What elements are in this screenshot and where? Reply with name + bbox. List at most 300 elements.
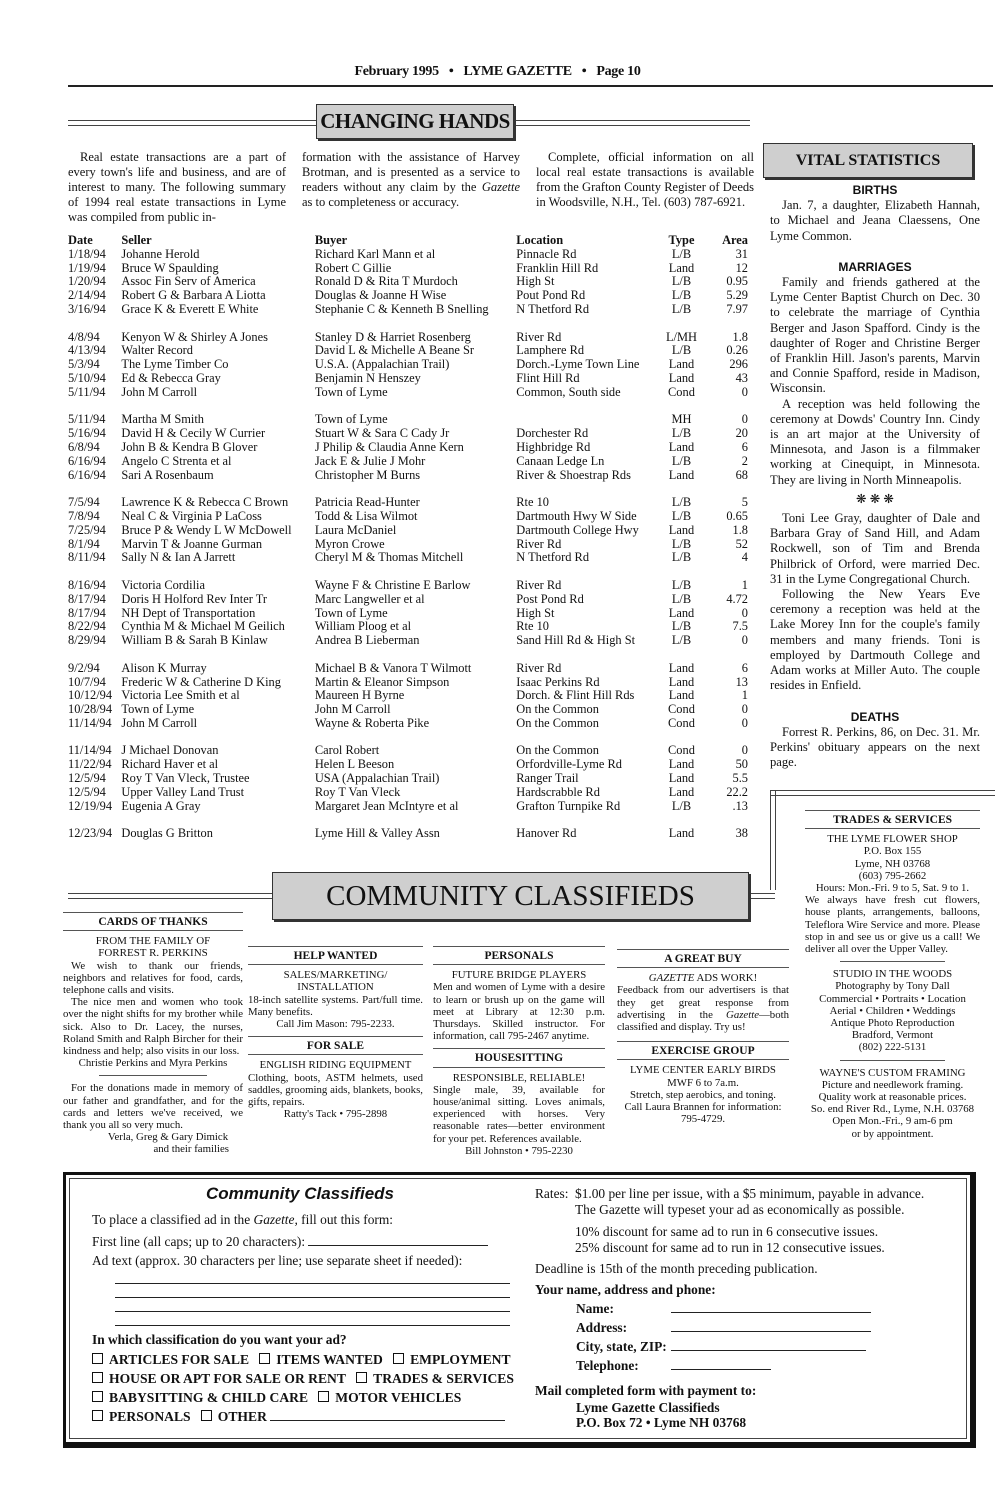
cell-area: 0	[741, 605, 748, 620]
cell-area: 1	[741, 688, 748, 703]
cell-location: Dartmouth Hwy W Side	[516, 508, 637, 523]
trades-frame-top	[770, 790, 995, 796]
section-heading: HOUSESITTING	[433, 1048, 605, 1067]
header-rule	[68, 85, 993, 87]
cell-type: Land	[668, 260, 695, 275]
table-row	[68, 524, 748, 538]
cell-seller: Upper Valley Land Trust	[121, 784, 245, 799]
ad-text-input[interactable]	[115, 1298, 510, 1312]
cards-from-name: FORREST R. PERKINS	[98, 947, 208, 960]
group-spacer	[68, 731, 748, 745]
marriage-text: Following the New Years Eve ceremony a reception was held at the Lake Morey Inn for the couple's family members and many friends. Toni is employed by Dartmouth College and Adam works at Miller Auto. The couple resides in Enfield.	[770, 587, 980, 693]
cell-area: 20	[735, 426, 748, 441]
telephone-input[interactable]	[671, 1369, 771, 1370]
marriage-text: A reception was held following the ceremony at Dowds' Country Inn. Cindy is an art major at the University of Minnesota, and Jason is a filmmaker working at Cinequipt, in Minnesota. They are living in North Minneapolis.	[770, 396, 980, 487]
checkbox-icon	[201, 1410, 212, 1421]
form-left	[92, 1210, 522, 1326]
cell-type: Land	[668, 370, 695, 385]
table-row	[68, 455, 748, 469]
cell-seller: Johanne Herold	[121, 246, 200, 261]
address-label: Address:	[576, 1320, 628, 1335]
cell-area: 5.5	[732, 771, 748, 786]
cell-area: 38	[735, 826, 748, 841]
ad-title: FUTURE BRIDGE PLAYERS	[451, 969, 587, 982]
group-spacer	[68, 482, 748, 496]
option-label: PERSONALS	[109, 1409, 191, 1424]
table-row	[68, 758, 748, 772]
cell-area: 22.2	[726, 784, 748, 799]
cell-type: L/B	[671, 550, 692, 565]
option-label: MOTOR VEHICLES	[335, 1390, 462, 1405]
cell-type: Land	[668, 439, 695, 454]
table-row	[68, 358, 748, 372]
cell-location: River Rd	[516, 577, 562, 592]
cell-location: High St	[516, 605, 555, 620]
checkbox-items-wanted[interactable]	[259, 1352, 383, 1367]
cell-type: L/B	[671, 274, 692, 289]
cell-type: L/MH	[665, 329, 697, 344]
cell-type: L/B	[671, 633, 692, 648]
cell-date: 1/19/94	[68, 260, 106, 275]
cell-location: Highbridge Rd	[516, 439, 591, 454]
table-row	[68, 593, 748, 607]
cell-location: N Thetford Rd	[516, 301, 590, 316]
cell-date: 8/22/94	[68, 619, 106, 634]
cell-location: Pout Pond Rd	[516, 288, 586, 303]
cards-signature: Christie Perkins and Myra Perkins	[78, 1057, 228, 1070]
table-row	[68, 386, 748, 400]
cell-area: 1	[741, 577, 748, 592]
cell-location: High St	[516, 274, 555, 289]
cell-buyer: Ronald D & Rita T Murdoch	[314, 274, 458, 289]
paper-name: LYME GAZETTE	[463, 64, 572, 79]
ad-text: Single male, 39, available for house/animal sitting. Loves animals, experienced with horses. Very reasonable rates—better environment for your pet. References available.	[433, 1083, 605, 1145]
cell-area: 0	[741, 715, 748, 730]
address-input[interactable]	[671, 1331, 871, 1332]
cell-buyer: USA (Appalachian Trail)	[314, 771, 440, 786]
cell-buyer: John M Carroll	[314, 702, 391, 717]
cell-buyer: Maureen H Byrne	[314, 688, 405, 703]
studio-line: Aerial • Children • Weddings	[829, 1004, 956, 1017]
cell-location: Rte 10	[516, 495, 549, 510]
births-heading: BIRTHS	[852, 183, 898, 197]
gazette-italic: Gazette	[726, 1008, 759, 1021]
table-row	[68, 275, 748, 289]
cell-buyer: Benjamin N Henszey	[314, 370, 421, 385]
cell-area: .13	[732, 798, 748, 813]
checkbox-icon	[259, 1353, 270, 1364]
framing-line: Quality work at reasonable prices.	[818, 1091, 967, 1104]
checkbox-house-or-apt[interactable]	[92, 1371, 346, 1386]
cell-seller: Martha M Smith	[121, 412, 204, 427]
table-row	[68, 579, 748, 593]
cell-seller: Kenyon W & Shirley A Jones	[121, 329, 268, 344]
cell-area: 0	[741, 412, 748, 427]
cell-buyer: Christopher M Burns	[314, 467, 421, 482]
mail-line: P.O. Box 72 • Lyme NH 03768	[576, 1415, 747, 1430]
option-label: ITEMS WANTED	[276, 1352, 383, 1367]
flower-shop-line: Hours: Mon.-Fri. 9 to 5, Sat. 9 to 1.	[815, 882, 970, 895]
cell-buyer: Cheryl M & Thomas Mitchell	[314, 550, 464, 565]
cell-location: Canaan Ledge Ln	[516, 453, 605, 468]
ad-contact: Call Jim Mason: 795-2233.	[276, 1018, 395, 1031]
cell-area: 12	[735, 260, 748, 275]
cell-date: 6/8/94	[68, 439, 100, 454]
city-label: City, state, ZIP:	[576, 1339, 667, 1354]
marriage-text: Family and friends gathered at the Lyme Center Baptist Church on Dec. 30 to celebrate the marriage of Cynthia Berger and Jason Spafford. Cindy is the daughter of Roger and Christine Berger of Franklin Hill. Jason's parents, Marvin and Connie Spafford, reside in Madison, Wisconsin.	[770, 275, 980, 396]
table-row	[68, 744, 748, 758]
cell-buyer: Todd & Lisa Wilmot	[314, 508, 418, 523]
col-location: Location	[516, 233, 564, 247]
intro-col-1	[68, 150, 286, 225]
cell-date: 12/23/94	[68, 826, 113, 841]
cell-type: L/B	[671, 591, 692, 606]
cell-location: River Rd	[516, 329, 562, 344]
cell-type: Land	[668, 688, 695, 703]
section-heading: A GREAT BUY	[617, 949, 789, 968]
cell-seller: Angelo C Strenta et al	[121, 453, 232, 468]
contact-block	[535, 1280, 965, 1430]
cell-type: Land	[668, 771, 695, 786]
cell-area: 7.97	[726, 301, 748, 316]
mail-label: Mail completed form with payment to:	[535, 1383, 757, 1398]
cell-seller: David H & Cecily W Currier	[121, 426, 266, 441]
intro-text: Complete, official information on all local real estate transactions is available from the Grafton County Register of Deeds in Woodsville, N.H., Tel. (603) 787-6921.	[536, 150, 754, 209]
ad-text: 18-inch satellite systems. Part/full time. Many benefits.	[248, 993, 423, 1018]
cell-area: 5	[741, 495, 748, 510]
gazette-italic: Gazette	[481, 180, 520, 194]
checkbox-icon	[318, 1391, 329, 1402]
gazette-italic: Gazette,	[253, 1212, 298, 1227]
name-input[interactable]	[671, 1312, 871, 1313]
group-spacer	[68, 565, 748, 579]
cell-buyer: Wayne & Roberta Pike	[314, 715, 430, 730]
intro-col-3	[536, 150, 754, 210]
ad-text-part: —both classified and display. Try us!	[617, 1008, 789, 1034]
table-row	[68, 248, 748, 262]
group-spacer	[68, 400, 748, 414]
first-line-input[interactable]	[308, 1245, 488, 1246]
cell-seller: John M Carroll	[121, 384, 198, 399]
transactions-table	[68, 234, 748, 841]
ad-text-input[interactable]	[115, 1270, 510, 1284]
cell-buyer: Marc Langweller et al	[314, 591, 425, 606]
cell-buyer: Carol Robert	[314, 743, 380, 758]
cell-location: Orfordville-Lyme Rd	[516, 757, 622, 772]
city-input[interactable]	[671, 1350, 866, 1351]
table-row	[68, 413, 748, 427]
cell-type: Land	[668, 357, 695, 372]
cell-buyer: Michael B & Vanora T Wilmott	[314, 660, 472, 675]
cell-date: 12/5/94	[68, 784, 106, 799]
cell-buyer: Lyme Hill & Valley Assn	[314, 826, 440, 841]
cell-area: 5.29	[726, 288, 748, 303]
ad-text	[617, 984, 789, 1033]
cell-date: 11/14/94	[68, 715, 112, 730]
checkbox-personals[interactable]	[92, 1409, 191, 1424]
name-label: Name:	[576, 1301, 614, 1316]
checkbox-articles-for-sale[interactable]	[92, 1352, 249, 1367]
classification-section	[92, 1330, 522, 1426]
checkbox-icon	[92, 1372, 103, 1383]
bullet: •	[581, 64, 587, 79]
ad-title: ENGLISH RIDING EQUIPMENT	[259, 1059, 412, 1072]
cell-seller: Alison K Murray	[121, 660, 207, 675]
issue-date: February 1995	[354, 64, 439, 79]
form-title: Community Classifieds	[206, 1184, 394, 1203]
page-number: Page 10	[596, 64, 641, 79]
cell-area: 0.26	[726, 343, 748, 358]
cell-seller: Lawrence K & Rebecca C Brown	[121, 495, 289, 510]
cell-date: 6/16/94	[68, 467, 106, 482]
ad-title: SALES/MARKETING/	[283, 969, 388, 982]
ad-text: Stretch, step aerobics, and toning.	[629, 1088, 777, 1101]
deaths-text: Forrest R. Perkins, 86, on Dec. 31. Mr. Perkins' obituary appears on the next page.	[770, 724, 980, 770]
cell-location: Rte 10	[516, 619, 549, 634]
vital-statistics-title: VITAL STATISTICS	[763, 143, 973, 178]
cell-area: 1.8	[732, 329, 748, 344]
community-classifieds-title: COMMUNITY CLASSIFIEDS	[272, 872, 749, 920]
cell-location	[516, 413, 657, 427]
spacer-cell	[68, 317, 748, 331]
cell-location: Common, South side	[516, 384, 621, 399]
table-row	[68, 331, 748, 345]
ad-title: INSTALLATION	[297, 981, 374, 994]
divider	[840, 961, 945, 962]
ad-text-lines	[115, 1270, 522, 1326]
checkbox-babysitting[interactable]	[92, 1390, 308, 1405]
ad-title: RESPONSIBLE, RELIABLE!	[452, 1071, 586, 1084]
cell-location: Lamphere Rd	[516, 343, 585, 358]
deadline: Deadline is 15th of the month preceding publication.	[535, 1261, 818, 1276]
cell-location: Post Pond Rd	[516, 591, 584, 606]
checkbox-employment[interactable]	[393, 1352, 510, 1367]
rates-label: Rates:	[535, 1186, 569, 1201]
ad-text-label: Ad text (approx. 30 characters per line; use separate sheet if needed):	[92, 1253, 463, 1268]
cell-seller: Assoc Fin Serv of America	[121, 274, 256, 289]
cell-date: 1/20/94	[68, 274, 106, 289]
option-label: EMPLOYMENT	[410, 1352, 511, 1367]
framing-ad	[805, 1067, 980, 1140]
checkbox-motor-vehicles[interactable]	[318, 1390, 461, 1405]
classification-row	[92, 1388, 522, 1407]
cell-date: 12/5/94	[68, 771, 106, 786]
banner-rule-right	[750, 893, 775, 899]
framing-line: Open Mon.-Fri., 9 am-6 pm	[832, 1115, 953, 1128]
cell-type: L/B	[671, 453, 692, 468]
ad-text-part: Feedback from our advertisers is that they get great response from advertising in the	[617, 984, 789, 1021]
framing-line: WAYNE'S CUSTOM FRAMING	[819, 1066, 966, 1079]
cell-buyer: Town of Lyme	[314, 605, 388, 620]
cell-location: Isaac Perkins Rd	[516, 674, 600, 689]
ad-contact: Bill Johnston • 795-2230	[465, 1144, 573, 1157]
trades-services	[805, 806, 980, 1140]
cell-buyer: U.S.A. (Appalachian Trail)	[314, 357, 450, 372]
cell-area: 31	[735, 246, 748, 261]
checkbox-other[interactable]	[201, 1409, 267, 1424]
discount-line: 10% discount for same ad to run in 6 consecutive issues.	[575, 1224, 879, 1239]
checkbox-icon	[92, 1410, 103, 1421]
table-row	[68, 372, 748, 386]
classification-row	[92, 1350, 522, 1369]
table-header-row	[68, 234, 748, 248]
first-line-row	[92, 1232, 522, 1251]
cell-type: Land	[668, 674, 695, 689]
flower-shop-line: Lyme, NH 03768	[854, 857, 931, 870]
cell-date: 5/3/94	[68, 357, 100, 372]
cell-buyer: Richard Karl Mann et al	[314, 246, 436, 261]
cell-seller: Richard Haver et al	[121, 757, 219, 772]
cell-seller: Victoria Lee Smith et al	[121, 688, 240, 703]
table-row	[68, 827, 748, 841]
cell-seller: Robert G & Barbara A Liotta	[121, 288, 266, 303]
section-heading: FOR SALE	[248, 1036, 423, 1055]
table-row	[68, 344, 748, 358]
page-header	[0, 64, 995, 80]
cell-seller: Frederic W & Catherine D King	[121, 674, 281, 689]
other-input[interactable]	[270, 1420, 505, 1421]
checkbox-icon	[92, 1391, 103, 1402]
studio-line: Bradford, Vermont	[851, 1029, 934, 1042]
table-row	[68, 607, 748, 621]
cell-seller: J Michael Donovan	[121, 743, 219, 758]
cell-type: L/B	[671, 343, 692, 358]
cell-date: 7/5/94	[68, 495, 100, 510]
bullet: •	[448, 64, 454, 79]
table-row	[68, 662, 748, 676]
cell-location: Hardscrabble Rd	[516, 784, 600, 799]
discount-line: 25% discount for same ad to run in 12 consecutive issues.	[575, 1240, 885, 1255]
cell-buyer: Martin & Eleanor Simpson	[314, 674, 450, 689]
cell-location: Dorch.-Lyme Town Line	[516, 357, 640, 372]
cell-type: L/B	[671, 246, 692, 261]
divider	[840, 1060, 945, 1061]
cell-type: Land	[668, 660, 695, 675]
cell-type: MH	[671, 412, 692, 427]
cell-date: 4/13/94	[68, 343, 106, 358]
cell-area: 50	[735, 757, 748, 772]
group-spacer	[68, 813, 748, 827]
classification-question: In which classification do you want your ad?	[92, 1332, 347, 1347]
cell-date: 8/11/94	[68, 550, 106, 565]
studio-ad	[805, 968, 980, 1053]
telephone-row	[576, 1356, 965, 1375]
cell-buyer: David L & Michelle A Beane Sr	[314, 343, 475, 358]
cell-buyer: Myron Crowe	[314, 536, 385, 551]
vital-statistics-body	[770, 183, 980, 770]
option-label: BABYSITTING & CHILD CARE	[109, 1390, 309, 1405]
cell-date: 3/16/94	[68, 301, 106, 316]
trades-frame-left	[770, 790, 776, 890]
cell-seller: Grace K & Everett E White	[121, 301, 259, 316]
cell-type: Land	[668, 467, 695, 482]
group-spacer	[68, 648, 748, 662]
deaths-heading: DEATHS	[850, 709, 900, 724]
checkbox-trades-services[interactable]	[356, 1371, 514, 1386]
ad-contact: Ratty's Tack • 795-2898	[283, 1108, 388, 1121]
cards-of-thanks	[63, 908, 243, 1156]
cell-seller: John B & Kendra B Glover	[121, 439, 258, 454]
cell-date: 10/12/94	[68, 688, 113, 703]
cell-area: 13	[735, 674, 748, 689]
cell-buyer: Margaret Jean McIntyre et al	[314, 798, 459, 813]
cell-location: Hanover Rd	[516, 826, 577, 841]
cell-date: 5/16/94	[68, 426, 106, 441]
studio-line: Commercial • Portraits • Location	[819, 992, 966, 1005]
cell-location: N Thetford Rd	[516, 550, 590, 565]
banner-rule-left	[68, 893, 273, 899]
ad-text-input[interactable]	[115, 1284, 510, 1298]
ad-contact: 795-4729.	[680, 1113, 726, 1126]
cell-type: L/B	[671, 288, 692, 303]
cell-type: L/B	[671, 495, 692, 510]
intro-text: formation with the assistance of Harvey Brotman, and is presented as a service to readers without any claim by the	[302, 150, 520, 194]
contact-fields	[576, 1299, 965, 1375]
cell-type: L/B	[671, 577, 692, 592]
gazette-italic: GAZETTE	[648, 972, 695, 985]
ad-text-input[interactable]	[115, 1312, 510, 1326]
cell-area: 2	[741, 453, 748, 468]
cell-date: 9/2/94	[68, 660, 100, 675]
cell-date: 6/16/94	[68, 453, 106, 468]
cell-seller: John M Carroll	[121, 715, 198, 730]
cell-date: 5/10/94	[68, 370, 106, 385]
table-row	[68, 289, 748, 303]
cell-seller: Bruce W Spaulding	[121, 260, 219, 275]
ad-text: Men and women of Lyme with a desire to learn or brush up on the game will meet at Library at 12:30 p.m. Thursdays. Skilled instructor. For information, call 795-2467 anytime.	[433, 981, 605, 1043]
address-row	[576, 1318, 965, 1337]
cell-date: 1/18/94	[68, 246, 106, 261]
spacer-cell	[68, 400, 748, 414]
cell-date: 11/14/94	[68, 743, 112, 758]
cell-date: 8/17/94	[68, 605, 106, 620]
cell-seller: Douglas G Britton	[121, 826, 213, 841]
table-row	[68, 786, 748, 800]
cell-type: Land	[668, 605, 695, 620]
cell-location: Dorch. & Flint Hill Rds	[516, 688, 635, 703]
cell-seller: Neal C & Virginia P LaCoss	[121, 508, 262, 523]
cell-type: L/B	[671, 798, 692, 813]
spacer-cell	[68, 482, 748, 496]
section-heading: HELP WANTED	[248, 946, 423, 965]
cards-text: We wish to thank our friends, neighbors and relatives for food, cards, telephone calls and visits.	[63, 959, 243, 997]
table-row	[68, 262, 748, 276]
cell-buyer: Wayne F & Christine E Barlow	[314, 577, 471, 592]
cards-text: The nice men and women who took over the night shifts for my brother while sick. Also to Dr. Lacey, the nurses, Roland Smith and Ralph Bircher for their kindness and help; also visits in our loss.	[63, 996, 243, 1058]
cell-type: L/B	[671, 536, 692, 551]
cell-area: 1.8	[732, 522, 748, 537]
ad-time: MWF 6 to 7a.m.	[667, 1076, 739, 1089]
table-row	[68, 620, 748, 634]
cell-location: Flint Hill Rd	[516, 370, 580, 385]
cell-area: 4	[741, 550, 748, 565]
flower-shop-line: P.O. Box 155	[863, 845, 922, 858]
option-label: TRADES & SERVICES	[373, 1371, 514, 1386]
telephone-label: Telephone:	[576, 1358, 639, 1373]
cards-from: FROM THE FAMILY OF	[95, 935, 211, 948]
rates-line: The Gazette will typeset your ad as economically as possible.	[575, 1202, 905, 1217]
cell-type: Land	[668, 522, 695, 537]
cell-seller: The Lyme Timber Co	[121, 357, 229, 372]
table-row	[68, 772, 748, 786]
cell-buyer: Patricia Read-Hunter	[314, 495, 420, 510]
section-heading: CARDS OF THANKS	[63, 912, 243, 931]
cell-area: 7.5	[732, 619, 748, 634]
cell-area: 52	[735, 536, 748, 551]
table-row	[68, 303, 748, 317]
cell-area: 43	[735, 370, 748, 385]
option-label: OTHER	[217, 1409, 267, 1424]
